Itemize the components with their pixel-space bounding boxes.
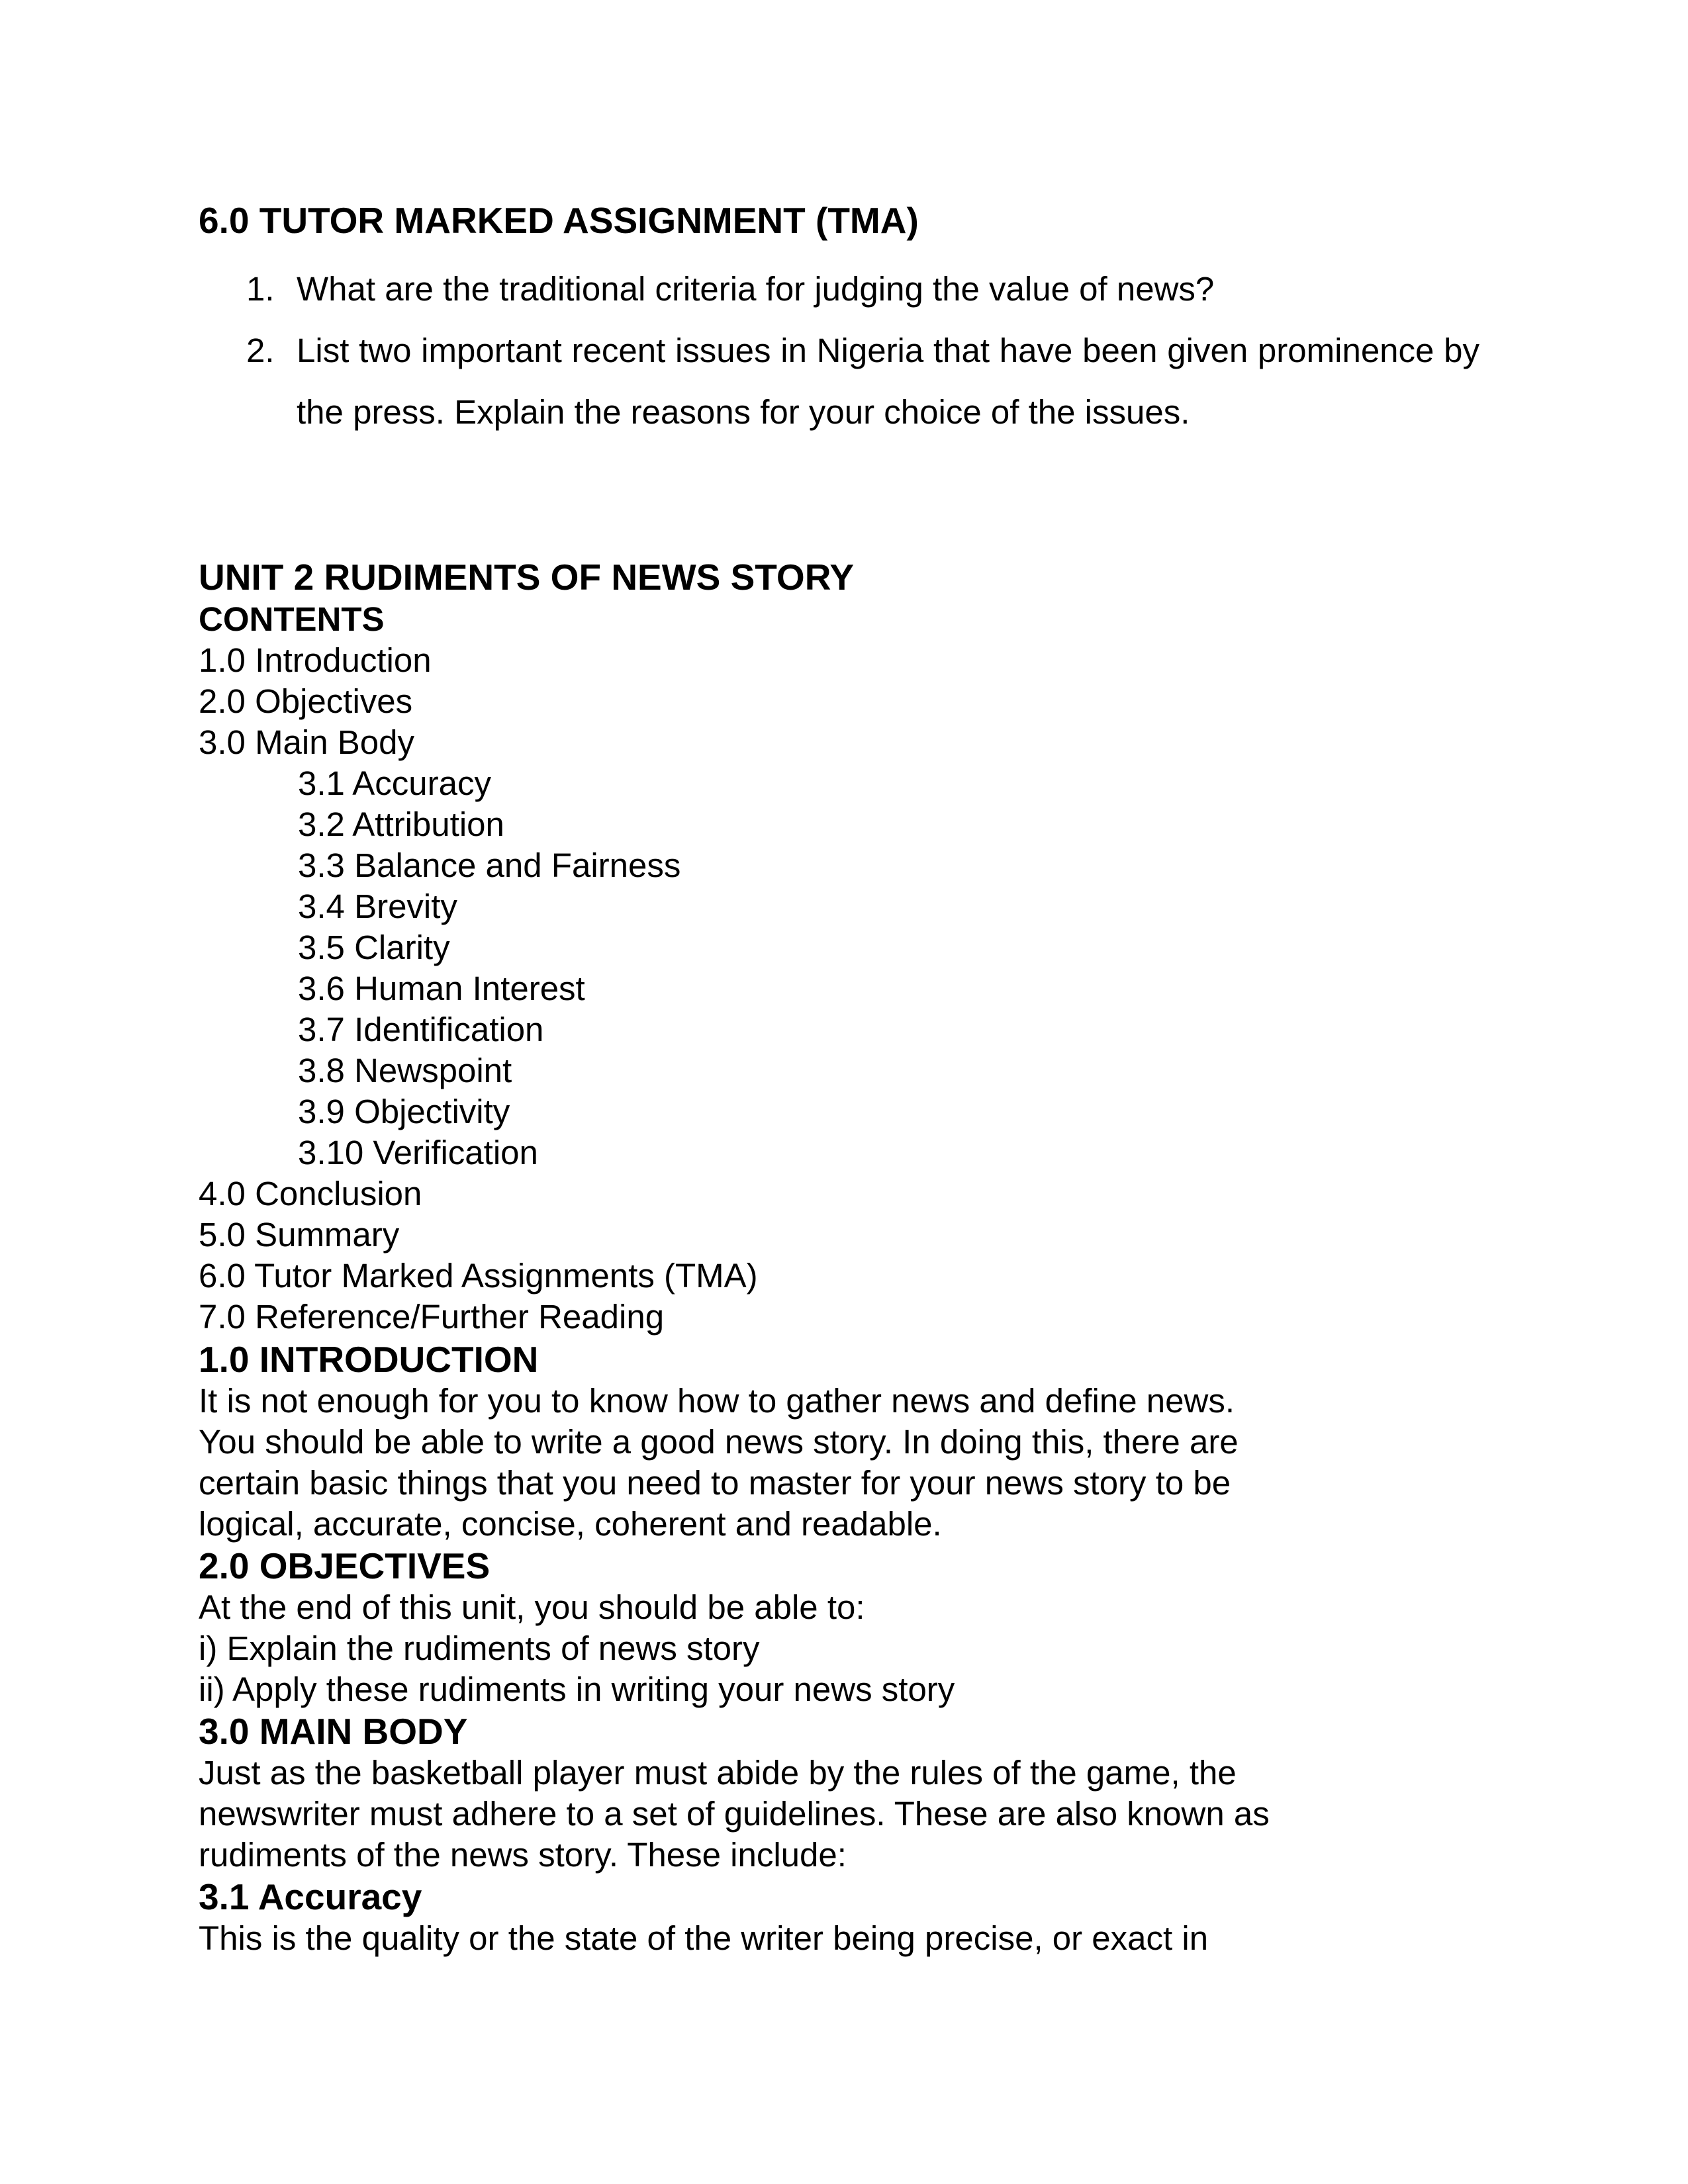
paragraph-line: rudiments of the news story. These include: xyxy=(199,1836,847,1874)
paragraph-line: You should be able to write a good news story. In doing this, there are xyxy=(199,1423,1239,1461)
toc-subitem: 3.6 Human Interest xyxy=(298,970,585,1007)
question-number: 1. xyxy=(246,270,275,308)
toc-item: 5.0 Summary xyxy=(199,1216,400,1253)
section-heading: 1.0 INTRODUCTION xyxy=(199,1339,539,1380)
unit-title: UNIT 2 RUDIMENTS OF NEWS STORY xyxy=(199,557,855,598)
toc-item: 4.0 Conclusion xyxy=(199,1175,422,1212)
contents-label: CONTENTS xyxy=(199,600,385,638)
question-text: List two important recent issues in Nigeria that have been given prominence by the press. Explain the reasons for your choice of the issues. xyxy=(297,332,1479,431)
paragraph-line: It is not enough for you to know how to gather news and define news. xyxy=(199,1382,1235,1420)
paragraph-line: certain basic things that you need to master for your news story to be xyxy=(199,1464,1231,1502)
paragraph-line: newswriter must adhere to a set of guidelines. These are also known as xyxy=(199,1795,1270,1833)
toc-subitem: 3.4 Brevity xyxy=(298,887,457,925)
toc-item: 2.0 Objectives xyxy=(199,682,413,720)
question-number: 2. xyxy=(246,332,275,369)
question-text: What are the traditional criteria for judging the value of news? xyxy=(297,270,1215,308)
tma-question xyxy=(199,320,1479,443)
section-heading: 2.0 OBJECTIVES xyxy=(199,1545,491,1586)
section-heading: 3.1 Accuracy xyxy=(199,1876,422,1917)
toc-subitem: 3.2 Attribution xyxy=(298,805,504,843)
introduction-section xyxy=(199,1338,1456,1545)
toc-item: 6.0 Tutor Marked Assignments (TMA) xyxy=(199,1257,758,1295)
toc-subitem: 3.7 Identification xyxy=(298,1011,544,1048)
paragraph-line: i) Explain the rudiments of news story xyxy=(199,1629,760,1667)
tma-question-list xyxy=(199,258,1479,443)
paragraph-line: logical, accurate, concise, coherent and readable. xyxy=(199,1505,942,1543)
tma-heading: 6.0 TUTOR MARKED ASSIGNMENT (TMA) xyxy=(199,200,919,241)
table-of-contents xyxy=(199,640,758,1338)
paragraph-line: This is the quality or the state of the writer being precise, or exact in xyxy=(199,1919,1209,1957)
tma-question xyxy=(199,258,1479,320)
paragraph-line: ii) Apply these rudiments in writing your news story xyxy=(199,1670,955,1708)
toc-item: 1.0 Introduction xyxy=(199,641,432,679)
toc-subitem: 3.5 Clarity xyxy=(298,929,450,966)
paragraph-line: Just as the basketball player must abide by the rules of the game, the xyxy=(199,1754,1237,1792)
toc-subitem: 3.10 Verification xyxy=(298,1134,538,1171)
toc-item: 3.0 Main Body xyxy=(199,723,415,761)
toc-subitem: 3.3 Balance and Fairness xyxy=(298,846,681,884)
main-body-section xyxy=(199,1710,1456,1876)
toc-item: 7.0 Reference/Further Reading xyxy=(199,1298,665,1336)
toc-subitem: 3.8 Newspoint xyxy=(298,1052,512,1089)
toc-subitem: 3.9 Objectivity xyxy=(298,1093,510,1130)
objectives-section xyxy=(199,1545,1456,1710)
section-heading: 3.0 MAIN BODY xyxy=(199,1711,468,1752)
paragraph-line: At the end of this unit, you should be able to: xyxy=(199,1588,865,1626)
accuracy-section xyxy=(199,1876,1456,1959)
toc-subitem: 3.1 Accuracy xyxy=(298,764,491,802)
